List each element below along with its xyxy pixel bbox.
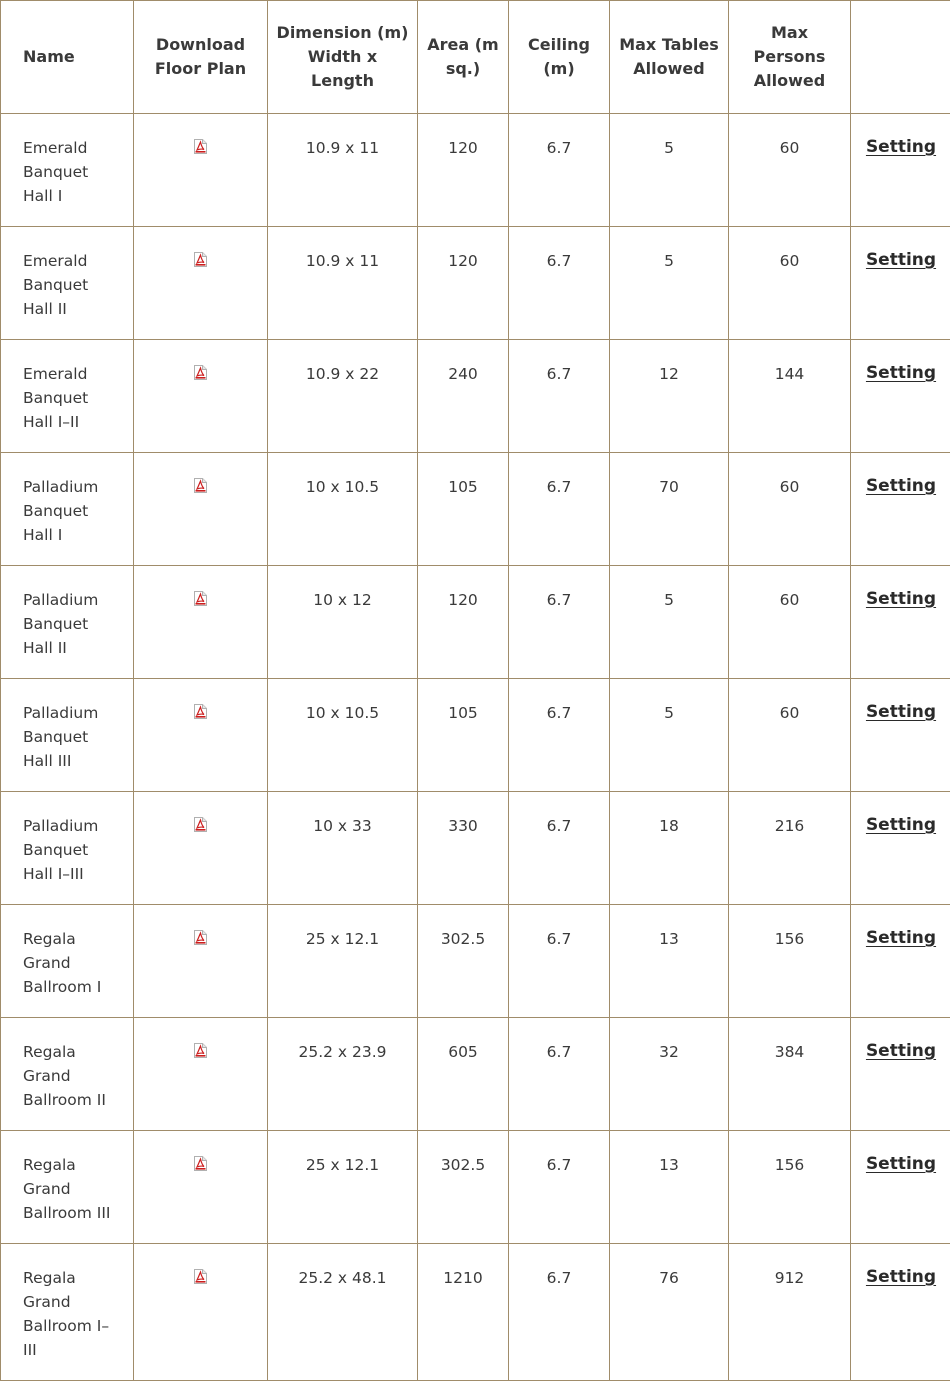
ceiling-value: 6.7 [509, 1018, 610, 1131]
download-floor-plan-cell [134, 905, 268, 1018]
table-row [1, 1131, 950, 1244]
dimension-value: 10 x 12 [268, 566, 418, 679]
pdf-icon[interactable] [194, 930, 207, 945]
setting-cell [851, 1244, 950, 1381]
setting-link[interactable]: Setting [865, 137, 937, 157]
dimension-value: 10.9 x 22 [268, 340, 418, 453]
header-name: Name [1, 1, 134, 114]
header-download-floor-plan: Download Floor Plan [134, 1, 268, 114]
area-value: 302.5 [418, 905, 509, 1018]
venue-name: Palladium Banquet Hall II [1, 566, 134, 679]
max-tables-value: 5 [610, 114, 729, 227]
venue-name: Regala Grand Ballroom III [1, 1131, 134, 1244]
dimension-value: 10 x 10.5 [268, 453, 418, 566]
max-tables-value: 5 [610, 566, 729, 679]
max-persons-value: 384 [729, 1018, 851, 1131]
max-persons-value: 216 [729, 792, 851, 905]
max-tables-value: 32 [610, 1018, 729, 1131]
ceiling-value: 6.7 [509, 114, 610, 227]
max-persons-value: 60 [729, 227, 851, 340]
setting-cell [851, 1131, 950, 1244]
download-floor-plan-cell [134, 227, 268, 340]
max-persons-value: 60 [729, 679, 851, 792]
pdf-icon[interactable] [194, 1043, 207, 1058]
download-floor-plan-cell [134, 1018, 268, 1131]
download-floor-plan-cell [134, 1131, 268, 1244]
area-value: 120 [418, 566, 509, 679]
dimension-value: 25.2 x 48.1 [268, 1244, 418, 1381]
header-area: Area (m sq.) [418, 1, 509, 114]
table-row [1, 340, 950, 453]
venue-name: Palladium Banquet Hall I–III [1, 792, 134, 905]
ceiling-value: 6.7 [509, 792, 610, 905]
setting-cell [851, 1018, 950, 1131]
download-floor-plan-cell [134, 679, 268, 792]
dimension-value: 10.9 x 11 [268, 227, 418, 340]
setting-link[interactable]: Setting [865, 702, 937, 722]
dimension-value: 10 x 10.5 [268, 679, 418, 792]
max-tables-value: 76 [610, 1244, 729, 1381]
max-persons-value: 156 [729, 1131, 851, 1244]
table-row [1, 227, 950, 340]
max-persons-value: 144 [729, 340, 851, 453]
table-row [1, 679, 950, 792]
area-value: 240 [418, 340, 509, 453]
venue-name: Regala Grand Ballroom II [1, 1018, 134, 1131]
max-tables-value: 13 [610, 905, 729, 1018]
setting-cell [851, 114, 950, 227]
setting-link[interactable]: Setting [865, 1267, 937, 1287]
venue-name: Regala Grand Ballroom I [1, 905, 134, 1018]
header-ceiling: Ceiling (m) [509, 1, 610, 114]
max-persons-value: 156 [729, 905, 851, 1018]
venue-name: Regala Grand Ballroom I–III [1, 1244, 134, 1381]
setting-cell [851, 566, 950, 679]
setting-link[interactable]: Setting [865, 1154, 937, 1174]
setting-cell [851, 679, 950, 792]
pdf-icon[interactable] [194, 817, 207, 832]
max-persons-value: 60 [729, 453, 851, 566]
ceiling-value: 6.7 [509, 340, 610, 453]
table-header [1, 1, 950, 114]
table-row [1, 114, 950, 227]
max-persons-value: 60 [729, 566, 851, 679]
table-row [1, 792, 950, 905]
header-row [1, 1, 950, 114]
venue-name: Emerald Banquet Hall II [1, 227, 134, 340]
setting-link[interactable]: Setting [865, 363, 937, 383]
venue-name: Emerald Banquet Hall I [1, 114, 134, 227]
area-value: 105 [418, 679, 509, 792]
max-tables-value: 5 [610, 227, 729, 340]
download-floor-plan-cell [134, 453, 268, 566]
download-floor-plan-cell [134, 340, 268, 453]
pdf-icon[interactable] [194, 704, 207, 719]
table-row [1, 453, 950, 566]
max-tables-value: 12 [610, 340, 729, 453]
ceiling-value: 6.7 [509, 679, 610, 792]
download-floor-plan-cell [134, 792, 268, 905]
ceiling-value: 6.7 [509, 566, 610, 679]
dimension-value: 10.9 x 11 [268, 114, 418, 227]
setting-cell [851, 227, 950, 340]
pdf-icon[interactable] [194, 591, 207, 606]
venue-name: Palladium Banquet Hall I [1, 453, 134, 566]
max-persons-value: 912 [729, 1244, 851, 1381]
header-max-tables: Max Tables Allowed [610, 1, 729, 114]
area-value: 330 [418, 792, 509, 905]
ceiling-value: 6.7 [509, 227, 610, 340]
table-row [1, 1244, 950, 1381]
table-row [1, 905, 950, 1018]
area-value: 1210 [418, 1244, 509, 1381]
setting-link[interactable]: Setting [865, 1041, 937, 1061]
max-tables-value: 18 [610, 792, 729, 905]
download-floor-plan-cell [134, 566, 268, 679]
download-floor-plan-cell [134, 1244, 268, 1381]
max-persons-value: 60 [729, 114, 851, 227]
venue-name: Emerald Banquet Hall I–II [1, 340, 134, 453]
dimension-value: 25 x 12.1 [268, 905, 418, 1018]
area-value: 302.5 [418, 1131, 509, 1244]
ceiling-value: 6.7 [509, 905, 610, 1018]
area-value: 605 [418, 1018, 509, 1131]
area-value: 105 [418, 453, 509, 566]
setting-cell [851, 905, 950, 1018]
header-dimension: Dimension (m) Width x Length [268, 1, 418, 114]
ceiling-value: 6.7 [509, 1244, 610, 1381]
max-tables-value: 13 [610, 1131, 729, 1244]
setting-link[interactable]: Setting [865, 815, 937, 835]
table-row [1, 566, 950, 679]
header-max-persons: Max Persons Allowed [729, 1, 851, 114]
setting-link[interactable]: Setting [865, 928, 937, 948]
header-setting [851, 1, 950, 114]
setting-cell [851, 340, 950, 453]
pdf-icon[interactable] [194, 365, 207, 380]
max-tables-value: 5 [610, 679, 729, 792]
setting-link[interactable]: Setting [865, 250, 937, 270]
table-row [1, 1018, 950, 1131]
area-value: 120 [418, 227, 509, 340]
download-floor-plan-cell [134, 114, 268, 227]
dimension-value: 10 x 33 [268, 792, 418, 905]
pdf-icon[interactable] [194, 139, 207, 154]
setting-link[interactable]: Setting [865, 589, 937, 609]
dimension-value: 25.2 x 23.9 [268, 1018, 418, 1131]
ceiling-value: 6.7 [509, 453, 610, 566]
pdf-icon[interactable] [194, 1269, 207, 1284]
setting-cell [851, 453, 950, 566]
setting-cell [851, 792, 950, 905]
pdf-icon[interactable] [194, 252, 207, 267]
ceiling-value: 6.7 [509, 1131, 610, 1244]
setting-link[interactable]: Setting [865, 476, 937, 496]
area-value: 120 [418, 114, 509, 227]
pdf-icon[interactable] [194, 1156, 207, 1171]
dimension-value: 25 x 12.1 [268, 1131, 418, 1244]
max-tables-value: 70 [610, 453, 729, 566]
table-body [1, 114, 950, 1381]
venue-name: Palladium Banquet Hall III [1, 679, 134, 792]
pdf-icon[interactable] [194, 478, 207, 493]
